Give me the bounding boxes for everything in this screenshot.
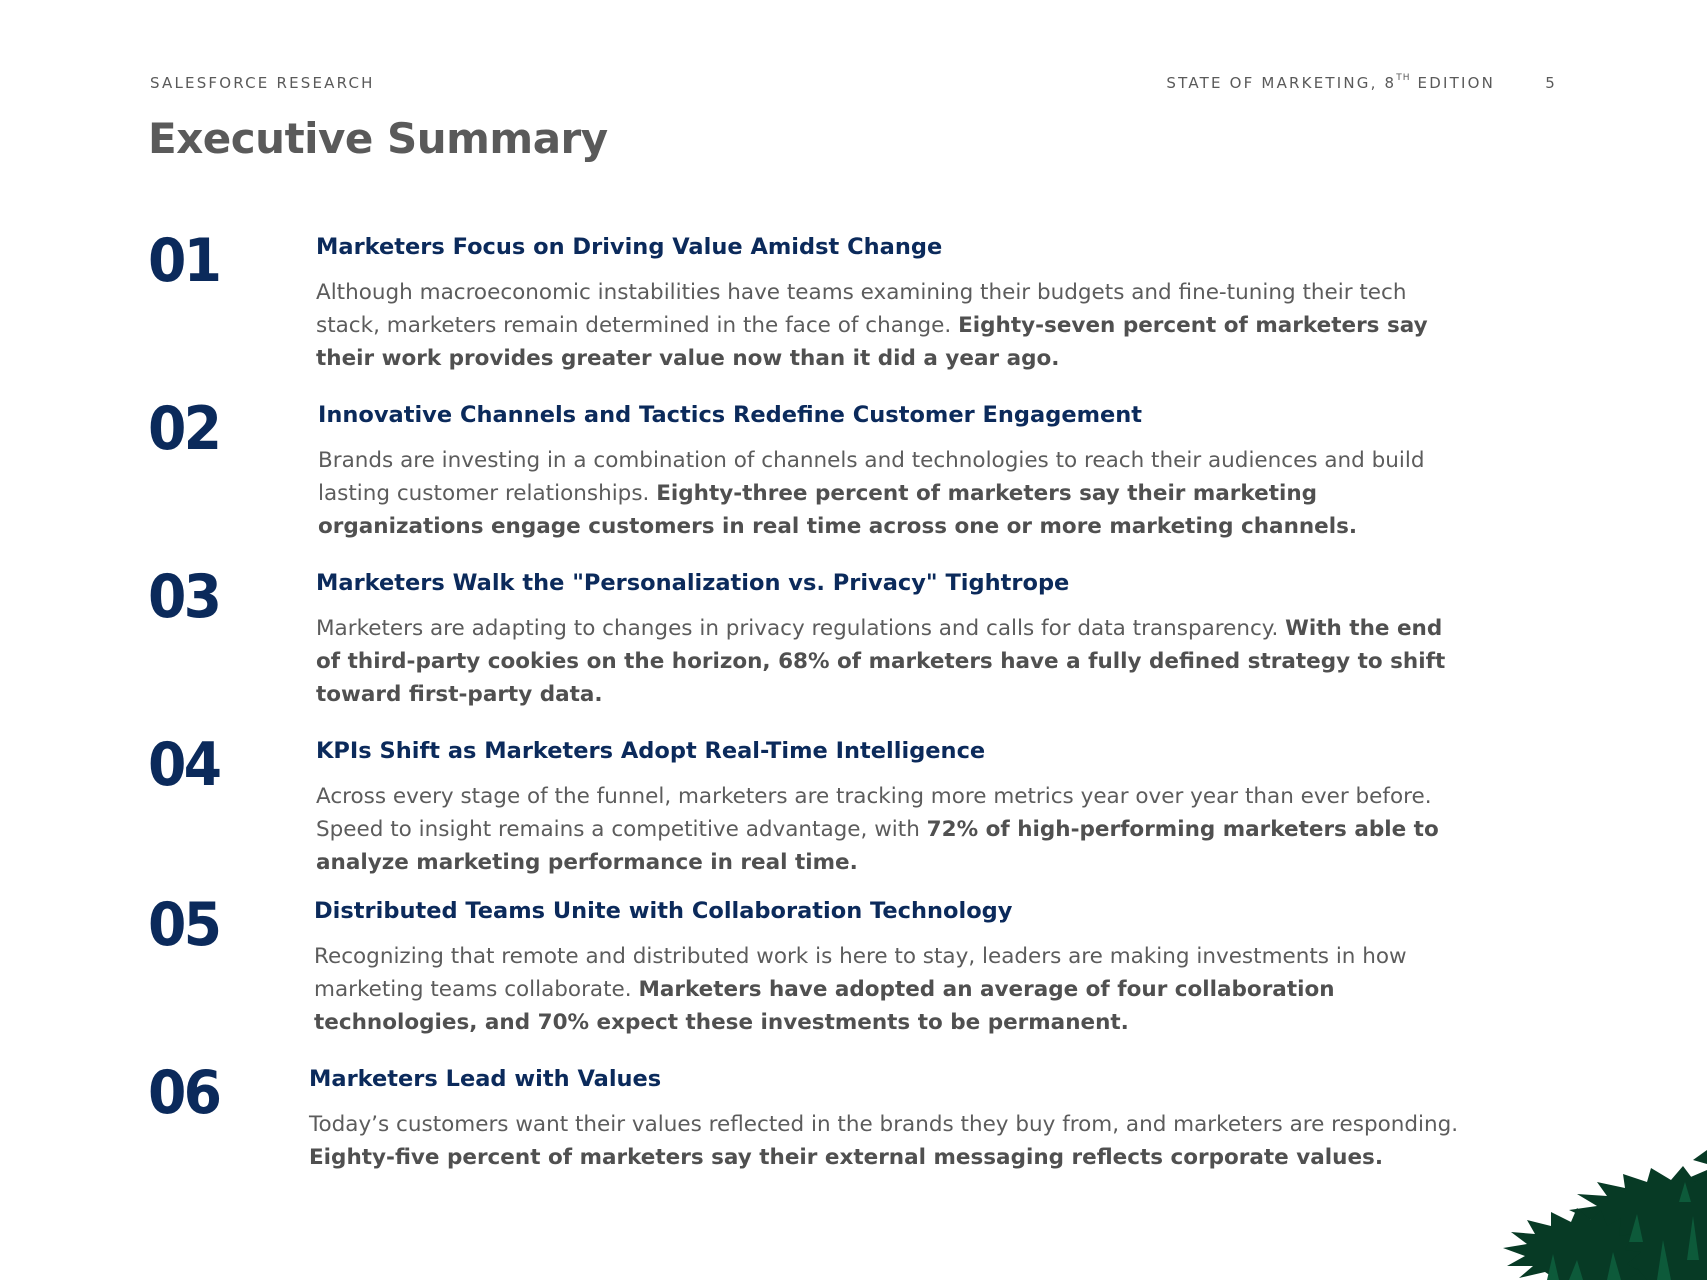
edition-superscript: TH: [1396, 73, 1411, 83]
item-text: [314, 896, 1464, 1039]
edition-label: [1166, 74, 1495, 92]
item-body-bold: Eighty-five percent of marketers say their external messaging reflects corporate values.: [309, 1145, 1383, 1170]
item-heading: Marketers Walk the "Personalization vs. Privacy" Tightrope: [316, 570, 1070, 596]
item-body-plain: Across every stage of the funnel, marketers are tracking more metrics year over year than ever before. Speed to insight remains a competitive advantage, with: [316, 784, 1432, 842]
page-number: 5: [1545, 74, 1557, 92]
item-body-plain: Although macroeconomic instabilities have teams examining their budgets and fine-tuning their tech stack, marketers remain determined in the face of change.: [316, 280, 1407, 338]
item-body-plain: Recognizing that remote and distributed work is here to stay, leaders are making investments in how marketing teams collaborate.: [314, 944, 1407, 1002]
item-body: [316, 780, 1466, 879]
item-body-bold: 72% of high-performing marketers able to analyze marketing performance in real time.: [316, 817, 1439, 875]
item-body-bold: Eighty-three percent of marketers say their marketing organizations engage customers in real time across one or more marketing channels.: [318, 481, 1358, 539]
item-body-plain: Today’s customers want their values reflected in the brands they buy from, and marketers are responding.: [309, 1112, 1459, 1137]
item-number: 06: [148, 1058, 220, 1128]
item-text: [318, 400, 1468, 543]
item-number: 05: [148, 890, 220, 960]
item-text: [316, 736, 1466, 879]
item-body-plain: Marketers are adapting to changes in privacy regulations and calls for data transparency.: [316, 616, 1286, 641]
item-body-bold: With the end of third-party cookies on the horizon, 68% of marketers have a fully defined strategy to shift toward first-party data.: [316, 616, 1446, 707]
pine-foliage-icon: [1307, 1090, 1707, 1280]
item-text: [316, 568, 1466, 711]
item-text: [309, 1064, 1459, 1174]
item-number: 01: [148, 226, 220, 296]
item-body-bold: Eighty-seven percent of marketers say their work provides greater value now than it did a year ago.: [316, 313, 1428, 371]
item-body: [316, 276, 1466, 375]
item-body-plain: Brands are investing in a combination of channels and technologies to reach their audiences and build lasting customer relationships.: [318, 448, 1425, 506]
item-body: [314, 940, 1464, 1039]
item-number: 04: [148, 730, 220, 800]
item-body: [318, 444, 1468, 543]
item-heading: Marketers Lead with Values: [309, 1066, 662, 1092]
edition-main: STATE OF MARKETING, 8: [1166, 74, 1397, 92]
brand-label: SALESFORCE RESEARCH: [150, 74, 375, 92]
item-text: [316, 232, 1466, 375]
item-heading: KPIs Shift as Marketers Adopt Real-Time Intelligence: [316, 738, 986, 764]
item-heading: Marketers Focus on Driving Value Amidst Change: [316, 234, 943, 260]
item-body: [309, 1108, 1459, 1174]
page-title: Executive Summary: [148, 114, 608, 163]
item-body: [316, 612, 1466, 711]
edition-tail: EDITION: [1410, 74, 1495, 92]
running-header: [150, 74, 1557, 96]
item-body-bold: Marketers have adopted an average of four collaboration technologies, and 70% expect these investments to be permanent.: [314, 977, 1335, 1035]
item-heading: Distributed Teams Unite with Collaboration Technology: [314, 898, 1013, 924]
item-number: 02: [148, 394, 220, 464]
item-number: 03: [148, 562, 220, 632]
item-heading: Innovative Channels and Tactics Redefine Customer Engagement: [318, 402, 1143, 428]
